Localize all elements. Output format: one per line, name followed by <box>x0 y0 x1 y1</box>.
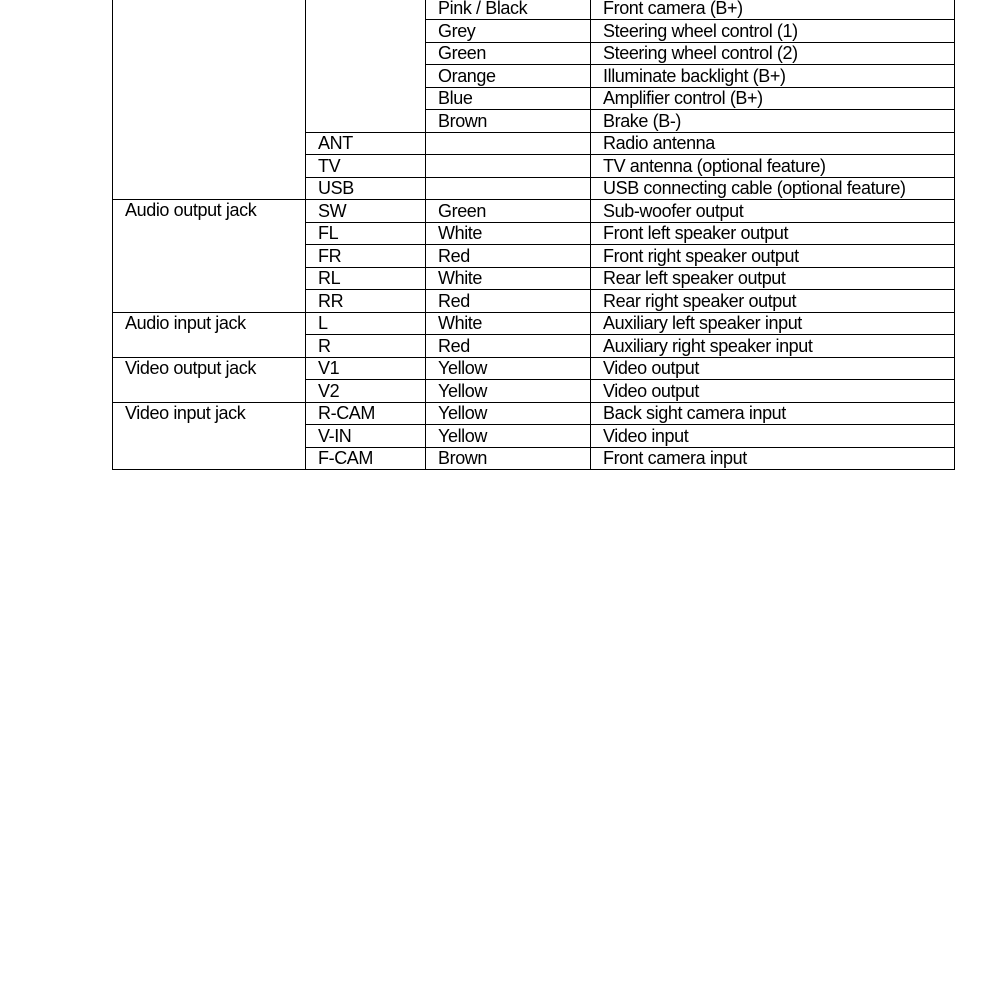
jack-group-label: Audio input jack <box>113 312 306 357</box>
jack-group-label: Video input jack <box>113 402 306 470</box>
connector-label: F-CAM <box>306 447 426 470</box>
wire-color: Red <box>426 290 591 313</box>
wire-color: White <box>426 267 591 290</box>
wire-function: Front left speaker output <box>591 222 955 245</box>
wire-color: Brown <box>426 447 591 470</box>
connector-label: RR <box>306 290 426 313</box>
wiring-table-body <box>113 0 955 470</box>
wire-color: Orange <box>426 65 591 88</box>
connector-label: V2 <box>306 380 426 403</box>
wire-function: Steering wheel control (1) <box>591 20 955 43</box>
wire-function: Rear left speaker output <box>591 267 955 290</box>
wire-function: Front camera (B+) <box>591 0 955 20</box>
connector-label: USB <box>306 177 426 200</box>
connector-label: R-CAM <box>306 402 426 425</box>
wire-function: Sub-woofer output <box>591 200 955 223</box>
wire-color: Pink / Black <box>426 0 591 20</box>
wire-color <box>426 177 591 200</box>
wire-color: Yellow <box>426 380 591 403</box>
connector-label: SW <box>306 200 426 223</box>
connector-label: R <box>306 335 426 358</box>
wire-function: Video output <box>591 380 955 403</box>
wire-function: Amplifier control (B+) <box>591 87 955 110</box>
wire-function: Back sight camera input <box>591 402 955 425</box>
wire-function: Radio antenna <box>591 132 955 155</box>
table-row <box>113 0 955 20</box>
wire-function: Front camera input <box>591 447 955 470</box>
wire-color: White <box>426 312 591 335</box>
wire-color: Grey <box>426 20 591 43</box>
wiring-table <box>112 0 955 470</box>
wire-color: Yellow <box>426 402 591 425</box>
jack-group-label <box>113 0 306 200</box>
wire-function: Front right speaker output <box>591 245 955 268</box>
wire-function: Auxiliary left speaker input <box>591 312 955 335</box>
wire-function: TV antenna (optional feature) <box>591 155 955 178</box>
wire-function: Illuminate backlight (B+) <box>591 65 955 88</box>
connector-label: FL <box>306 222 426 245</box>
connector-label: L <box>306 312 426 335</box>
connector-label <box>306 0 426 132</box>
wire-color <box>426 132 591 155</box>
wire-function: Auxiliary right speaker input <box>591 335 955 358</box>
wire-color <box>426 155 591 178</box>
jack-group-label: Video output jack <box>113 357 306 402</box>
connector-label: ANT <box>306 132 426 155</box>
jack-group-label: Audio output jack <box>113 200 306 313</box>
wire-function: Video input <box>591 425 955 448</box>
connector-label: TV <box>306 155 426 178</box>
table-row <box>113 357 955 380</box>
wire-color: Green <box>426 200 591 223</box>
table-row <box>113 200 955 223</box>
wire-color: Yellow <box>426 425 591 448</box>
table-row <box>113 312 955 335</box>
connector-label: RL <box>306 267 426 290</box>
wire-color: White <box>426 222 591 245</box>
wire-color: Brown <box>426 110 591 133</box>
wire-function: Steering wheel control (2) <box>591 42 955 65</box>
wire-function: Brake (B-) <box>591 110 955 133</box>
table-row <box>113 402 955 425</box>
wire-function: USB connecting cable (optional feature) <box>591 177 955 200</box>
connector-label: V1 <box>306 357 426 380</box>
wire-color: Green <box>426 42 591 65</box>
wire-color: Blue <box>426 87 591 110</box>
connector-label: V-IN <box>306 425 426 448</box>
wire-color: Yellow <box>426 357 591 380</box>
connector-label: FR <box>306 245 426 268</box>
wire-color: Red <box>426 335 591 358</box>
wire-color: Red <box>426 245 591 268</box>
wire-function: Rear right speaker output <box>591 290 955 313</box>
wire-function: Video output <box>591 357 955 380</box>
